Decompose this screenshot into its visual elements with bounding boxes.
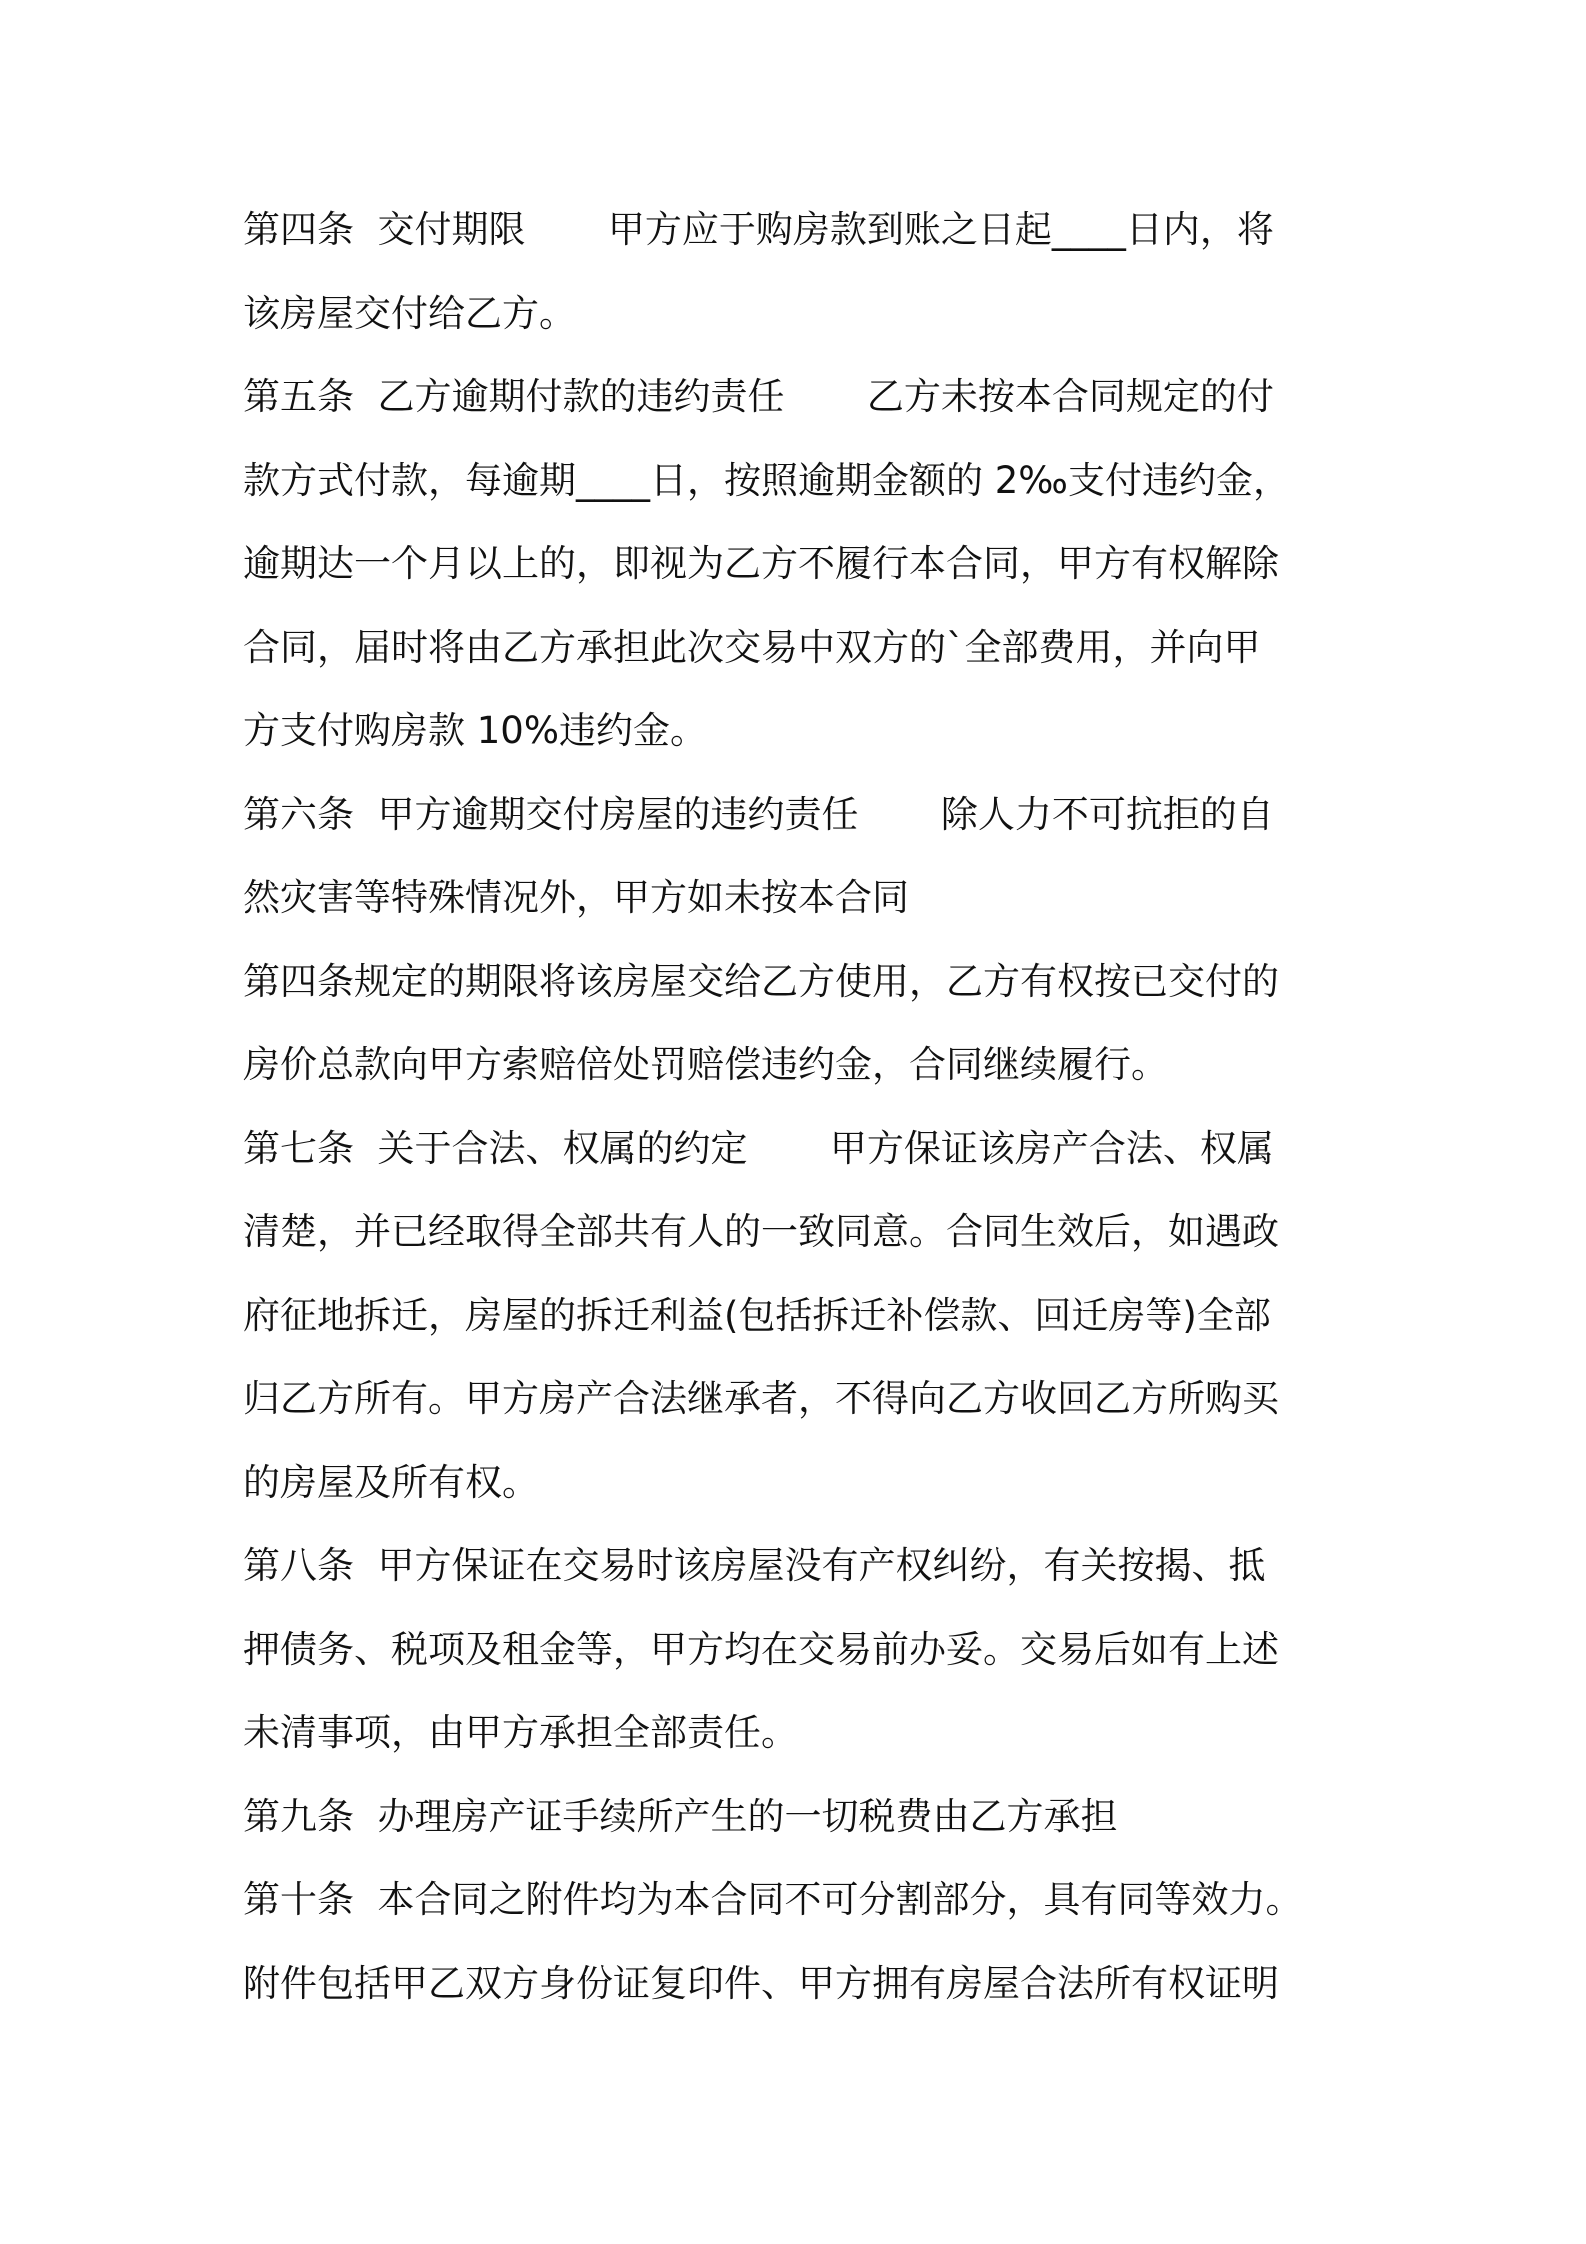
text-line: 第六条 甲方逾期交付房屋的违约责任 除人力不可抗拒的自 xyxy=(243,792,1274,836)
text-line: 附件包括甲乙双方身份证复印件、甲方拥有房屋合法所有权证明 xyxy=(243,1961,1279,2005)
text-line: 府征地拆迁，房屋的拆迁利益(包括拆迁补偿款、回迁房等)全部 xyxy=(243,1293,1271,1337)
text-line: 款方式付款，每逾期____日，按照逾期金额的 2‰支付违约金， xyxy=(243,458,1290,502)
text-line: 逾期达一个月以上的，即视为乙方不履行本合同，甲方有权解除 xyxy=(243,542,1279,585)
text-line: 第八条 甲方保证在交易时该房屋没有产权纠纷，有关按揭、抵 xyxy=(243,1544,1266,1587)
text-line: 未清事项，由甲方承担全部责任。 xyxy=(243,1711,798,1754)
text-line: 房价总款向甲方索赔倍处罚赔偿违约金，合同继续履行。 xyxy=(243,1043,1168,1086)
text-line: 然灾害等特殊情况外，甲方如未按本合同 xyxy=(243,876,909,919)
text-line: 的房屋及所有权。 xyxy=(243,1460,539,1504)
text-line: 方支付购房款 10%违约金。 xyxy=(243,709,707,752)
text-line: 该房屋交付给乙方。 xyxy=(243,291,576,335)
text-line: 清楚，并已经取得全部共有人的一致同意。合同生效后，如遇政 xyxy=(243,1210,1279,1253)
contract-text xyxy=(243,188,1363,2025)
text-line: 第十条 本合同之附件均为本合同不可分割部分，具有同等效力。 xyxy=(243,1878,1303,1921)
text-line: 归乙方所有。甲方房产合法继承者，不得向乙方收回乙方所购买 xyxy=(243,1377,1279,1420)
text-line: 第五条 乙方逾期付款的违约责任 乙方未按本合同规定的付 xyxy=(243,375,1274,418)
text-line: 第九条 办理房产证手续所产生的一切税费由乙方承担 xyxy=(243,1794,1118,1838)
text-line: 押债务、税项及租金等，甲方均在交易前办妥。交易后如有上述 xyxy=(243,1627,1279,1671)
text-line: 第七条 关于合法、权属的约定 甲方保证该房产合法、权属 xyxy=(243,1126,1274,1170)
text-line: 第四条规定的期限将该房屋交给乙方使用，乙方有权按已交付的 xyxy=(243,959,1279,1003)
text-line: 第四条 交付期限 甲方应于购房款到账之日起____日内，将 xyxy=(243,208,1274,251)
text-line: 合同，届时将由乙方承担此次交易中双方的`全部费用，并向甲 xyxy=(243,625,1261,669)
